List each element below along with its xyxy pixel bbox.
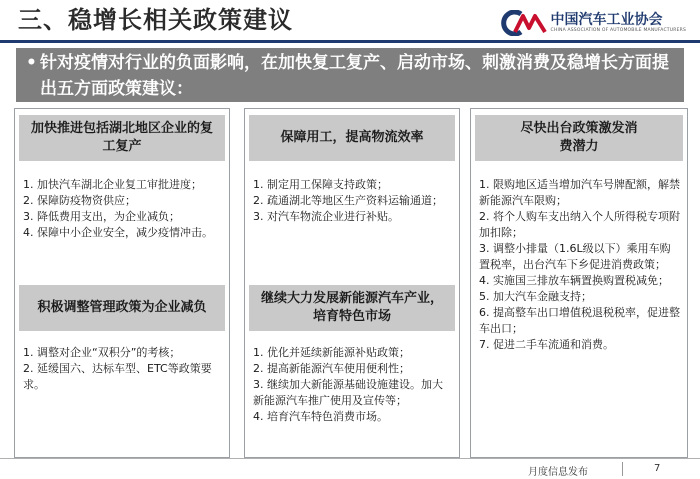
footer-separator — [622, 462, 623, 476]
list-item: 2. 将个人购车支出纳入个人所得税专项附加扣除； — [479, 210, 680, 239]
list-item: 4. 培育汽车特色消费市场。 — [253, 410, 388, 423]
panel-heading-consumption: 尽快出台政策激发消费潜力 — [475, 115, 683, 161]
footer-divider — [0, 458, 700, 459]
intro-banner — [16, 48, 684, 102]
list-item: 1. 调整对企业“双积分”的考核； — [23, 346, 181, 359]
slide-title: 三、稳增长相关政策建议 — [18, 6, 293, 34]
panel-middle-column — [244, 108, 460, 458]
list-item: 3. 降低费用支出，为企业减负； — [23, 210, 180, 223]
list-item: 1. 优化并延续新能源补贴政策； — [253, 346, 410, 359]
logo-english-name: CHINA ASSOCIATION OF AUTOMOBILE MANUFACTURERS — [550, 28, 686, 33]
logo-chinese-name: 中国汽车工业协会 — [550, 12, 663, 28]
list-resume-production — [23, 177, 223, 241]
panel-heading-labor-logistics: 保障用工，提高物流效率 — [249, 115, 455, 161]
list-item: 1. 制定用工保障支持政策； — [253, 178, 388, 191]
footer-label: 月度信息发布 — [528, 467, 588, 478]
list-item: 2. 保障防疫物资供应； — [23, 194, 136, 207]
list-item: 2. 延缓国六、达标车型、ETC等政策要求。 — [23, 362, 212, 391]
list-item: 7. 促进二手车流通和消费。 — [479, 338, 614, 351]
association-logo — [501, 6, 686, 40]
banner-bullet: • — [26, 53, 37, 73]
list-new-energy — [253, 345, 453, 425]
panel-heading-management-policy: 积极调整管理政策为企业减负 — [19, 285, 225, 331]
title-divider — [0, 40, 700, 43]
list-item: 2. 提高新能源汽车使用便利性； — [253, 362, 410, 375]
panel-right-column — [470, 108, 688, 458]
panel-left-column — [14, 108, 230, 458]
list-item: 3. 对汽车物流企业进行补贴。 — [253, 210, 399, 223]
list-consumption — [479, 177, 681, 353]
list-item: 6. 提高整车出口增值税退税税率，促进整车出口； — [479, 306, 680, 335]
list-item: 1. 加快汽车湖北企业复工审批进度； — [23, 178, 202, 191]
list-item: 4. 保障中小企业安全，减少疫情冲击。 — [23, 226, 213, 239]
panel-heading-new-energy: 继续大力发展新能源汽车产业，培育特色市场 — [249, 285, 455, 331]
list-item: 4. 实施国三排放车辆置换购置税减免； — [479, 274, 669, 287]
list-item: 3. 调整小排量（1.6L级以下）乘用车购置税率，出台汽车下乡促进消费政策； — [479, 242, 671, 271]
list-item: 5. 加大汽车金融支持； — [479, 290, 592, 303]
banner-text: 针对疫情对行业的负面影响，在加快复工复产、启动市场、刺激消费及稳增长方面提出五方面政策建议： — [40, 53, 669, 99]
list-item: 2. 疏通湖北等地区生产资料运输通道； — [253, 194, 443, 207]
page-number: 7 — [654, 463, 661, 474]
list-management-policy — [23, 345, 223, 393]
panel-heading-resume-production: 加快推进包括湖北地区企业的复工复产 — [19, 115, 225, 161]
list-item: 1. 限购地区适当增加汽车号牌配额，解禁新能源汽车限购； — [479, 178, 680, 207]
caam-logo-icon — [501, 10, 547, 36]
list-item: 3. 继续加大新能源基础设施建设。加大新能源汽车推广使用及宣传等； — [253, 378, 443, 407]
list-labor-logistics — [253, 177, 453, 225]
